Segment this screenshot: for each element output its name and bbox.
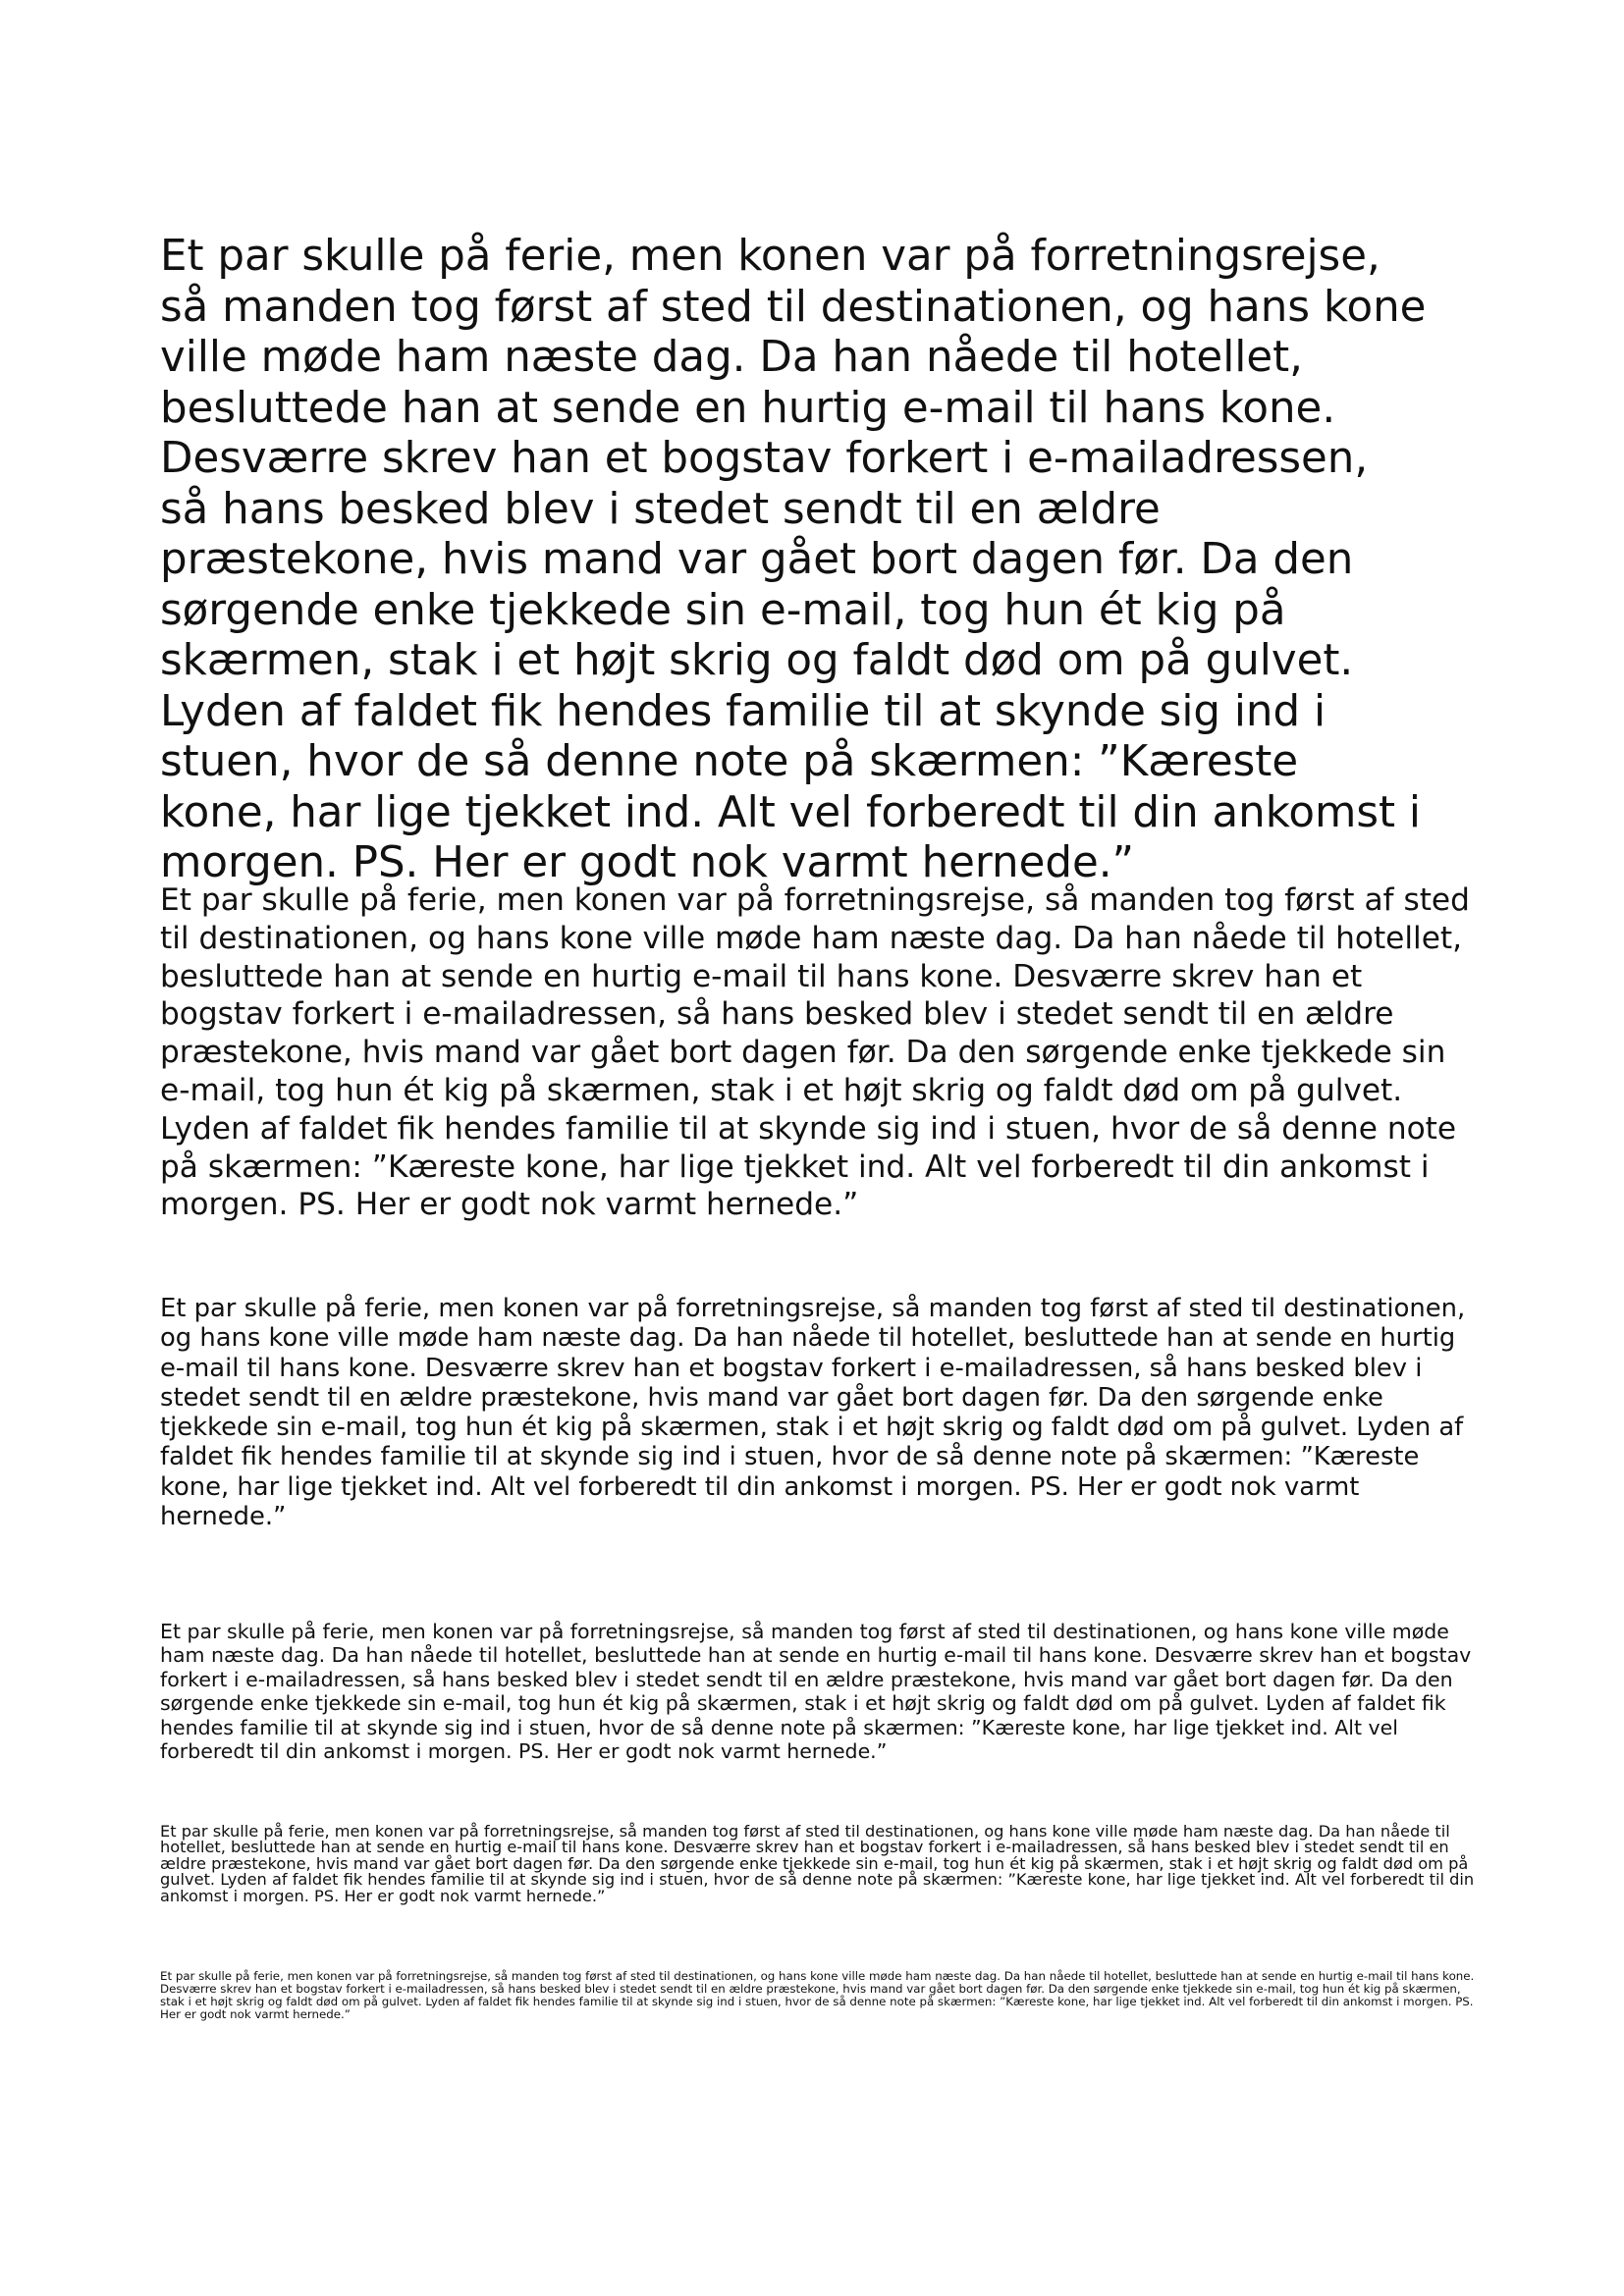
paragraph-size-3: Et par skulle på ferie, men konen var på forretningsrejse, så manden tog først af sted til destinationen, og hans kone ville møde ham næste dag. Da han nåede til hotellet, besluttede han at sende en hurtig e-mail til hans kone. Desværre skrev han et bogstav forkert i e-mailadressen, så hans besked blev i stedet sendt til en ældre præstekone, hvis mand var gået bort dagen før. Da den sørgende enke tjekkede sin e-mail, tog hun ét kig på skærmen, stak i et højt skrig og faldt død om på gulvet. Lyden af faldet fik hendes familie til at skynde sig ind i stuen, hvor de så denne note på skærmen: ”Kæreste kone, har lige tjekket ind. Alt vel forberedt til din ankomst i morgen. PS. Her er godt nok varmt hernede.” [160,1294,1466,1532]
paragraph-size-1: Et par skulle på ferie, men konen var på forretningsrejse, så manden tog først af sted til destinationen, og hans kone ville møde ham næste dag. Da han nåede til hotellet, besluttede han at sende en hurtig e-mail til hans kone. Desværre skrev han et bogstav forkert i e-mailadressen, så hans besked blev i stedet sendt til en ældre præstekone, hvis mand var gået bort dagen før. Da den sørgende enke tjekkede sin e-mail, tog hun ét kig på skærmen, stak i et højt skrig og faldt død om på gulvet. Lyden af faldet fik hendes familie til at skynde sig ind i stuen, hvor de så denne note på skærmen: ”Kæreste kone, har lige tjekket ind. Alt vel forberedt til din ankomst i morgen. PS. Her er godt nok varmt hernede.” [160,232,1427,887]
paragraph-size-6: Et par skulle på ferie, men konen var på forretningsrejse, så manden tog først af sted til destinationen, og hans kone ville møde ham næste dag. Da han nåede til hotellet, besluttede han at sende en hurtig e-mail til hans kone. Desværre skrev han et bogstav forkert i e-mailadressen, så hans besked blev i stedet sendt til en ældre præstekone, hvis mand var gået bort dagen før. Da den sørgende enke tjekkede sin e-mail, tog hun ét kig på skærmen, stak i et højt skrig og faldt død om på gulvet. Lyden af faldet fik hendes familie til at skynde sig ind i stuen, hvor de så denne note på skærmen: ”Kæreste kone, har lige tjekket ind. Alt vel forberedt til din ankomst i morgen. PS. Her er godt nok varmt hernede.” [160,1969,1475,2022]
paragraph-size-2: Et par skulle på ferie, men konen var på forretningsrejse, så manden tog først af sted til destinationen, og hans kone ville møde ham næste dag. Da han nåede til hotellet, besluttede han at sende en hurtig e-mail til hans kone. Desværre skrev han et bogstav forkert i e-mailadressen, så hans besked blev i stedet sendt til en ældre præstekone, hvis mand var gået bort dagen før. Da den sørgende enke tjekkede sin e-mail, tog hun ét kig på skærmen, stak i et højt skrig og faldt død om på gulvet. Lyden af faldet fik hendes familie til at skynde sig ind i stuen, hvor de så denne note på skærmen: ”Kæreste kone, har lige tjekket ind. Alt vel forberedt til din ankomst i morgen. PS. Her er godt nok varmt hernede.” [160,882,1470,1223]
paragraph-size-5: Et par skulle på ferie, men konen var på forretningsrejse, så manden tog først af sted til destinationen, og hans kone ville møde ham næste dag. Da han nåede til hotellet, besluttede han at sende en hurtig e-mail til hans kone. Desværre skrev han et bogstav forkert i e-mailadressen, så hans besked blev i stedet sendt til en ældre præstekone, hvis mand var gået bort dagen før. Da den sørgende enke tjekkede sin e-mail, tog hun ét kig på skærmen, stak i et højt skrig og faldt død om på gulvet. Lyden af faldet fik hendes familie til at skynde sig ind i stuen, hvor de så denne note på skærmen: ”Kæreste kone, har lige tjekket ind. Alt vel forberedt til din ankomst i morgen. PS. Her er godt nok varmt hernede.” [160,1822,1475,1905]
paragraph-size-4: Et par skulle på ferie, men konen var på forretningsrejse, så manden tog først af sted til destinationen, og hans kone ville møde ham næste dag. Da han nåede til hotellet, besluttede han at sende en hurtig e-mail til hans kone. Desværre skrev han et bogstav forkert i e-mailadressen, så hans besked blev i stedet sendt til en ældre præstekone, hvis mand var gået bort dagen før. Da den sørgende enke tjekkede sin e-mail, tog hun ét kig på skærmen, stak i et højt skrig og faldt død om på gulvet. Lyden af faldet fik hendes familie til at skynde sig ind i stuen, hvor de så denne note på skærmen: ”Kæreste kone, har lige tjekket ind. Alt vel forberedt til din ankomst i morgen. PS. Her er godt nok varmt hernede.” [160,1620,1472,1764]
